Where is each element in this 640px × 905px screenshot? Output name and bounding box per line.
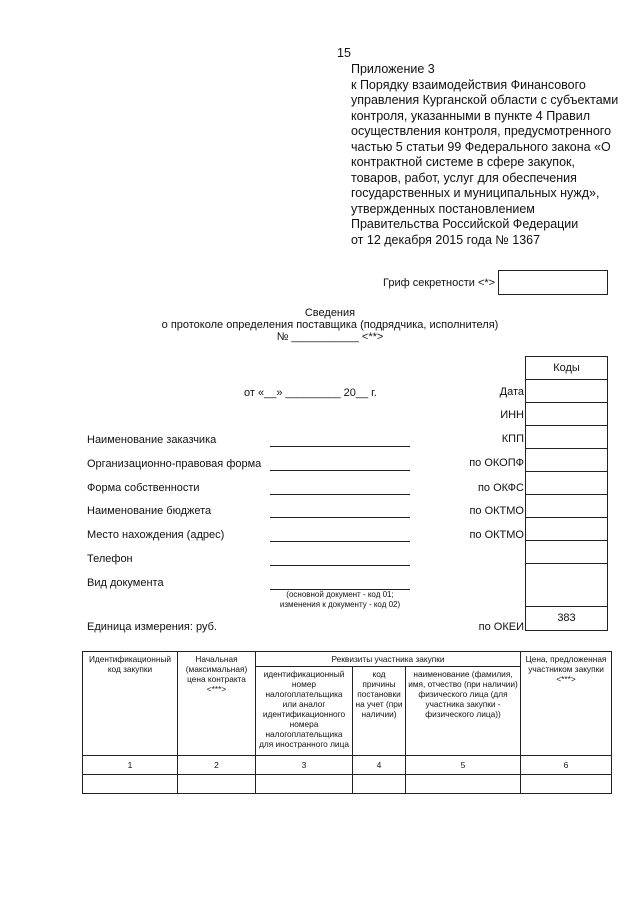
table-cell[interactable] — [83, 775, 178, 794]
col-inn-header: идентификационный номер налогоплательщика или аналог идентификационного номера налогоплательщика для иностранного лица — [256, 667, 353, 756]
col-number: 4 — [353, 756, 406, 775]
protocol-date-line: от «__» _________ 20__ г. — [244, 387, 377, 399]
field-line-budget[interactable] — [270, 517, 410, 518]
codes-header: Коды — [526, 357, 607, 380]
field-phone: Телефон — [87, 553, 133, 565]
secrecy-label: Гриф секретности <*> — [383, 277, 496, 289]
col-participant-name-header: наименование (фамилия, имя, отчество (при наличии) физического лица (для участника закупки - физического лица)) — [406, 667, 521, 756]
code-doctype-cell[interactable] — [526, 564, 607, 607]
code-label-inn: ИНН — [500, 409, 524, 421]
field-line-customer[interactable] — [270, 446, 410, 447]
field-address: Место нахождения (адрес) — [87, 529, 225, 541]
document-subtitle: о протоколе определения поставщика (подрядчика, исполнителя) — [161, 319, 499, 331]
protocol-number-line: № ___________ <**> — [276, 331, 384, 343]
field-budget-name: Наименование бюджета — [87, 505, 212, 517]
code-label-date: Дата — [499, 386, 524, 398]
code-date-cell[interactable] — [526, 380, 607, 403]
col-initial-price-header: Начальная (максимальная) цена контракта <***> — [178, 652, 256, 756]
field-customer-name: Наименование заказчика — [87, 434, 217, 446]
code-oktmo-cell[interactable] — [526, 495, 607, 518]
code-okei-cell: 383 — [557, 612, 576, 624]
document-type-note: (основной документ - код 01; изменения к документу - код 02) — [279, 590, 401, 609]
table-cell[interactable] — [406, 775, 521, 794]
code-oktmo2-cell[interactable] — [526, 518, 607, 541]
table-cell[interactable] — [353, 775, 406, 794]
field-line-legal-form[interactable] — [270, 470, 410, 471]
field-line-phone[interactable] — [270, 565, 410, 566]
table-cell[interactable] — [178, 775, 256, 794]
code-kpp-cell[interactable] — [526, 426, 607, 449]
table-cell[interactable] — [521, 775, 612, 794]
participants-table — [82, 651, 612, 794]
document-title: Сведения — [304, 307, 356, 319]
col-kpp-header: код причины постановки на учет (при наличии) — [353, 667, 406, 756]
code-label-okei: по ОКЕИ — [478, 621, 524, 633]
unit-of-measure: Единица измерения: руб. — [87, 621, 217, 633]
field-document-type: Вид документа — [87, 577, 164, 589]
code-okopf-cell[interactable] — [526, 449, 607, 472]
code-label-kpp: КПП — [501, 433, 524, 445]
col-purchase-id-header: Идентификационный код закупки — [83, 652, 178, 756]
col-offered-price-header: Цена, предложенная участником закупки <***> — [521, 652, 612, 756]
field-line-ownership[interactable] — [270, 494, 410, 495]
col-number: 1 — [83, 756, 178, 775]
code-label-okopf: по ОКОПФ — [469, 457, 524, 469]
code-label-oktmo-2: по ОКТМО — [469, 529, 524, 541]
col-number: 3 — [256, 756, 353, 775]
secrecy-box[interactable] — [498, 270, 608, 295]
field-ownership: Форма собственности — [87, 482, 200, 494]
code-inn-cell[interactable] — [526, 403, 607, 426]
field-line-address[interactable] — [270, 541, 410, 542]
col-number: 2 — [178, 756, 256, 775]
code-blank-cell[interactable] — [526, 541, 607, 564]
code-label-oktmo: по ОКТМО — [469, 505, 524, 517]
col-number: 5 — [406, 756, 521, 775]
code-okfs-cell[interactable] — [526, 472, 607, 495]
col-group-participant-header: Реквизиты участника закупки — [256, 652, 521, 667]
col-number: 6 — [521, 756, 612, 775]
appendix-text: Приложение 3 к Порядку взаимодействия Финансового управления Курганской области с субъектами контроля, указанными в пункте 4 Правил осуществления контроля, предусмотренного частью 5 статьи 99 Федерального закона «О контрактной системе в сфере закупок, товаров, работ, услуг для обеспечения государственных и муниципальных нужд», утвержденных постановлением Правительства Российской Федерации от 12 декабря 2015 года № 1367 — [351, 62, 619, 247]
page-number: 15 — [337, 46, 351, 60]
code-label-okfs: по ОКФС — [477, 482, 524, 494]
field-legal-form: Организационно-правовая форма — [87, 458, 262, 470]
codes-table — [525, 356, 608, 631]
table-cell[interactable] — [256, 775, 353, 794]
